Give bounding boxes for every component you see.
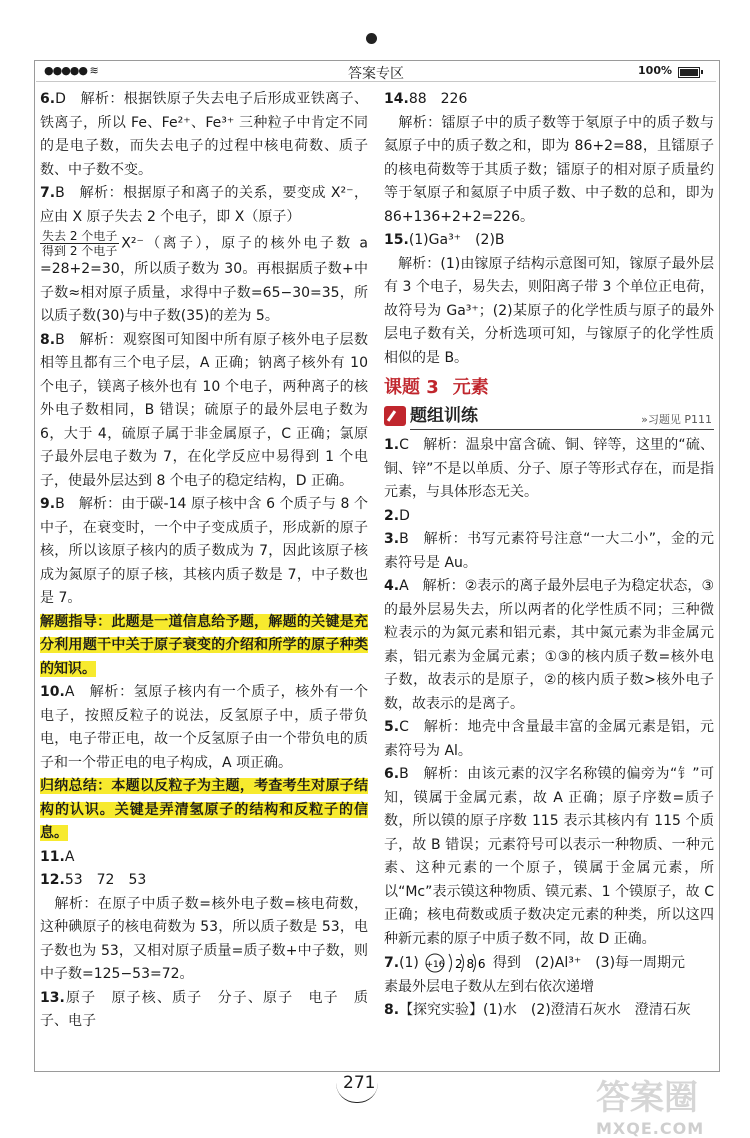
answer-text: 解析：镭原子中的质子数等于氡原子中的质子数与氦原子中的质子数之和，即为 86+2=88，且镭原子的核电荷数等于其质子数；镭原子的相对原子质量约等于氡原子和氦原子中质子数、中子数的总和，即为 86+136+2+2=226。 [384, 114, 714, 225]
answer-item [384, 951, 714, 976]
answer-item [40, 493, 368, 611]
answer-text: 素最外层电子数从左到右依次递增 [384, 978, 594, 995]
answer-item [384, 253, 714, 371]
answer-text: 解析：在原子中质子数=核外电子数=核电荷数，这种碘原子的核电荷数为 53，所以质子数是 53，电子数也为 53，又相对原子质量=质子数+中子数，则中子数=125−53=72。 [40, 895, 368, 982]
answer-item [384, 716, 714, 763]
answer-item [384, 505, 714, 529]
answer-number: 10. [40, 684, 65, 700]
page-number-decoration [336, 1082, 378, 1103]
answer-number: 6. [384, 766, 400, 782]
answer-item [40, 182, 368, 229]
answer-text: B 解析：由于碳-14 原子核中含 6 个质子与 8 个中子，在衰变时，一个中子变成质子，形成新的原子核，所以该原子核内的质子数成为 7，因此该原子核成为氮原子的原子核，其核内质子数是 7，中子数也是 7。 [40, 496, 368, 606]
answer-item [40, 987, 368, 1034]
electron-counts: 2 8 6 [454, 957, 486, 971]
pencil-icon [384, 406, 406, 426]
answer-continuation [40, 229, 368, 329]
answer-text: C 解析：地壳中含量最丰富的金属元素是铝，元素符号为 Al。 [384, 719, 714, 759]
answer-item [384, 88, 714, 112]
tip-text: 归纳总结：本题以反粒子为主题，考查考生对原子结构的认识。关键是弄清氢原子的结构和反粒子的信息。 [40, 778, 368, 841]
answer-item [384, 528, 714, 575]
answer-item [384, 575, 714, 716]
answer-number: 7. [384, 955, 400, 971]
tip-note [40, 611, 368, 682]
answer-number: 15. [384, 232, 409, 248]
answer-number: 8. [40, 331, 56, 348]
answer-number: 9. [40, 496, 56, 512]
answer-number: 6. [40, 91, 56, 107]
section-number: 课题 3 [384, 377, 439, 398]
arrow-fraction [40, 229, 119, 258]
signal-icon: ●●●●● ≋ [44, 64, 98, 77]
tip-note [40, 775, 368, 846]
answer-item [384, 112, 714, 230]
banner-underline [410, 429, 714, 430]
arrow-bottom-label: 得到 2 个电子 [42, 244, 118, 258]
answer-number: 13. [40, 989, 65, 1006]
atom-structure-diagram [425, 951, 487, 975]
answer-item [384, 229, 714, 253]
answer-item [384, 999, 714, 1023]
answer-item [40, 681, 368, 775]
battery-percent: 100% [638, 64, 672, 77]
answer-item [40, 846, 368, 870]
section-heading [384, 376, 714, 400]
page-reference: »习题见 P111 [641, 413, 712, 426]
tip-text: 解题指导：此题是一道信息给予题，解题的关键是充分利用题干中关于原子衰变的介绍和所学的原子种类的知识。 [40, 613, 368, 677]
answer-item [384, 434, 714, 505]
exercise-banner [384, 404, 714, 430]
answer-item [40, 88, 368, 182]
answer-item [40, 329, 368, 494]
answer-text: 原子 原子核、质子 分子、原子 电子 质子、电子 [40, 989, 368, 1029]
answer-text: B 解析：观察图可知图中所有原子核外电子层数相等且都有三个电子层，A 正确；钠离子核外有 10 个电子，镁离子核外也有 10 个电子，两种离子的核外电子数相同，B 错误；硫原子的最外层电子数为 6，大于 4，硫原子属于非金属原子，C 正确；氯原子最外层电子数为 7，在化学反应中易得到 1 个电子，使最外层达到 8 个电子的稳定结构，D 正确。 [40, 331, 368, 489]
page-number: 271 [343, 1073, 376, 1093]
answer-number: 14. [384, 91, 409, 107]
battery-icon [678, 67, 700, 78]
answer-text: X²⁻（离子），原子的核外电子数 a =28+2=30，所以质子数为 30。再根据质子数+中子数≈相对原子质量，求得中子数=65−30=35，所以质子数(30)与中子数(35)的差为 5。 [40, 235, 368, 324]
answer-text: A 解析：②表示的离子最外层电子为稳定状态，③的最外层易失去，所以两者的化学性质不同；三种微粒表示的为氮元素和铝元素，其中氮元素为非金属元素，铝元素为金属元素；①③的核内质子数=核外电子数，故表示的是原子，②的核内质子数>核外电子数，故表示的是离子。 [384, 578, 714, 712]
answer-text: B 解析：由该元素的汉字名称镆的偏旁为“钅”可知，镆属于金属元素，故 A 正确；原子序数=质子数，所以镆的原子序数 115 表示其核内有 115 个质子，故 B 错误；元素符号可以表示一种物质、一种元素、这种元素的一个原子，镆属于金属元素，所以“Mc”表示镆这种物质、镆元素、1 个镆原子，故 C 正确；核电荷数或质子数决定元素的种类，所以这四种新元素的原子中质子数不同，故 D 正确。 [384, 766, 714, 947]
battery-tip [701, 70, 703, 74]
answer-text: C 解析：温泉中富含硫、铜、锌等，这里的“硫、铜、锌”不是以单质、分子、原子等形式存在，而是指元素，与具体形态无关。 [384, 437, 714, 500]
electron-shell-arc [449, 954, 452, 972]
nucleus-charge: +16 [425, 960, 445, 970]
left-column [40, 88, 368, 1034]
right-column [384, 88, 714, 1023]
device-camera [366, 33, 377, 44]
answer-number: 2. [384, 507, 400, 524]
answer-text: 解析：(1)由镓原子结构示意图可知，镓原子最外层有 3 个电子，易失去，则阳离子带 3 个单位正电荷，故符号为 Ga³⁺；(2)某原子的化学性质与原子的最外层电子数有关，分析选项可知，与镓原子的化学性质相似的是 B。 [384, 255, 714, 366]
answer-text: (1) [399, 955, 419, 971]
watermark [596, 1070, 736, 1138]
watermark-text: 答案圈 [596, 1078, 698, 1118]
status-bar [36, 63, 716, 82]
answer-text: D [399, 507, 410, 524]
answer-text: B 解析：书写元素符号注意“一大二小”，金的元素符号是 Au。 [384, 531, 714, 571]
exercise-title: 题组训练 [410, 406, 478, 426]
answer-number: 11. [40, 848, 65, 865]
answer-item [40, 893, 368, 987]
answer-number: 8. [384, 1002, 400, 1018]
answer-text: 得到 (2)Al³⁺ (3)每一周期元 [492, 955, 686, 971]
answer-item [384, 763, 714, 951]
answer-number: 3. [384, 531, 400, 547]
page-title: 答案专区 [348, 66, 404, 82]
watermark-url: MXQE.COM [596, 1119, 705, 1138]
answer-number: 12. [40, 872, 65, 888]
answer-number: 7. [40, 185, 56, 201]
answer-number: 1. [384, 437, 400, 453]
answer-text: 88 226 [408, 91, 468, 107]
arrow-top-label: 失去 2 个电子 [42, 229, 118, 243]
answer-text: A 解析：氢原子核内有一个质子，核外有一个电子，按照反粒子的说法，反氢原子中，质子带负电，电子带正电，故一个反氢原子由一个带负电的质子和一个带正电的电子构成，A 项正确。 [40, 684, 368, 771]
answer-text: 53 72 53 [64, 872, 147, 888]
answer-continuation [384, 976, 714, 1000]
answer-text: A [64, 848, 75, 865]
answer-item [40, 869, 368, 893]
answer-number: 4. [384, 578, 400, 594]
answer-text: (1)Ga³⁺ (2)B [408, 232, 505, 248]
answer-text: D 解析：根据铁原子失去电子后形成亚铁离子、铁离子，所以 Fe、Fe²⁺、Fe³⁺ 三种粒子中肯定不同的是电子数，而失去电子的过程中核电荷数、质子数、中子数不变。 [40, 91, 368, 178]
answer-number: 5. [384, 719, 400, 735]
answer-text: B 解析：根据原子和离子的关系，要变成 X²⁻，应由 X 原子失去 2 个电子，即 X（原子） [40, 185, 368, 225]
section-title: 元素 [452, 377, 489, 398]
answer-text: 【探究实验】(1)水 (2)澄清石灰水 澄清石灰 [399, 1002, 691, 1018]
